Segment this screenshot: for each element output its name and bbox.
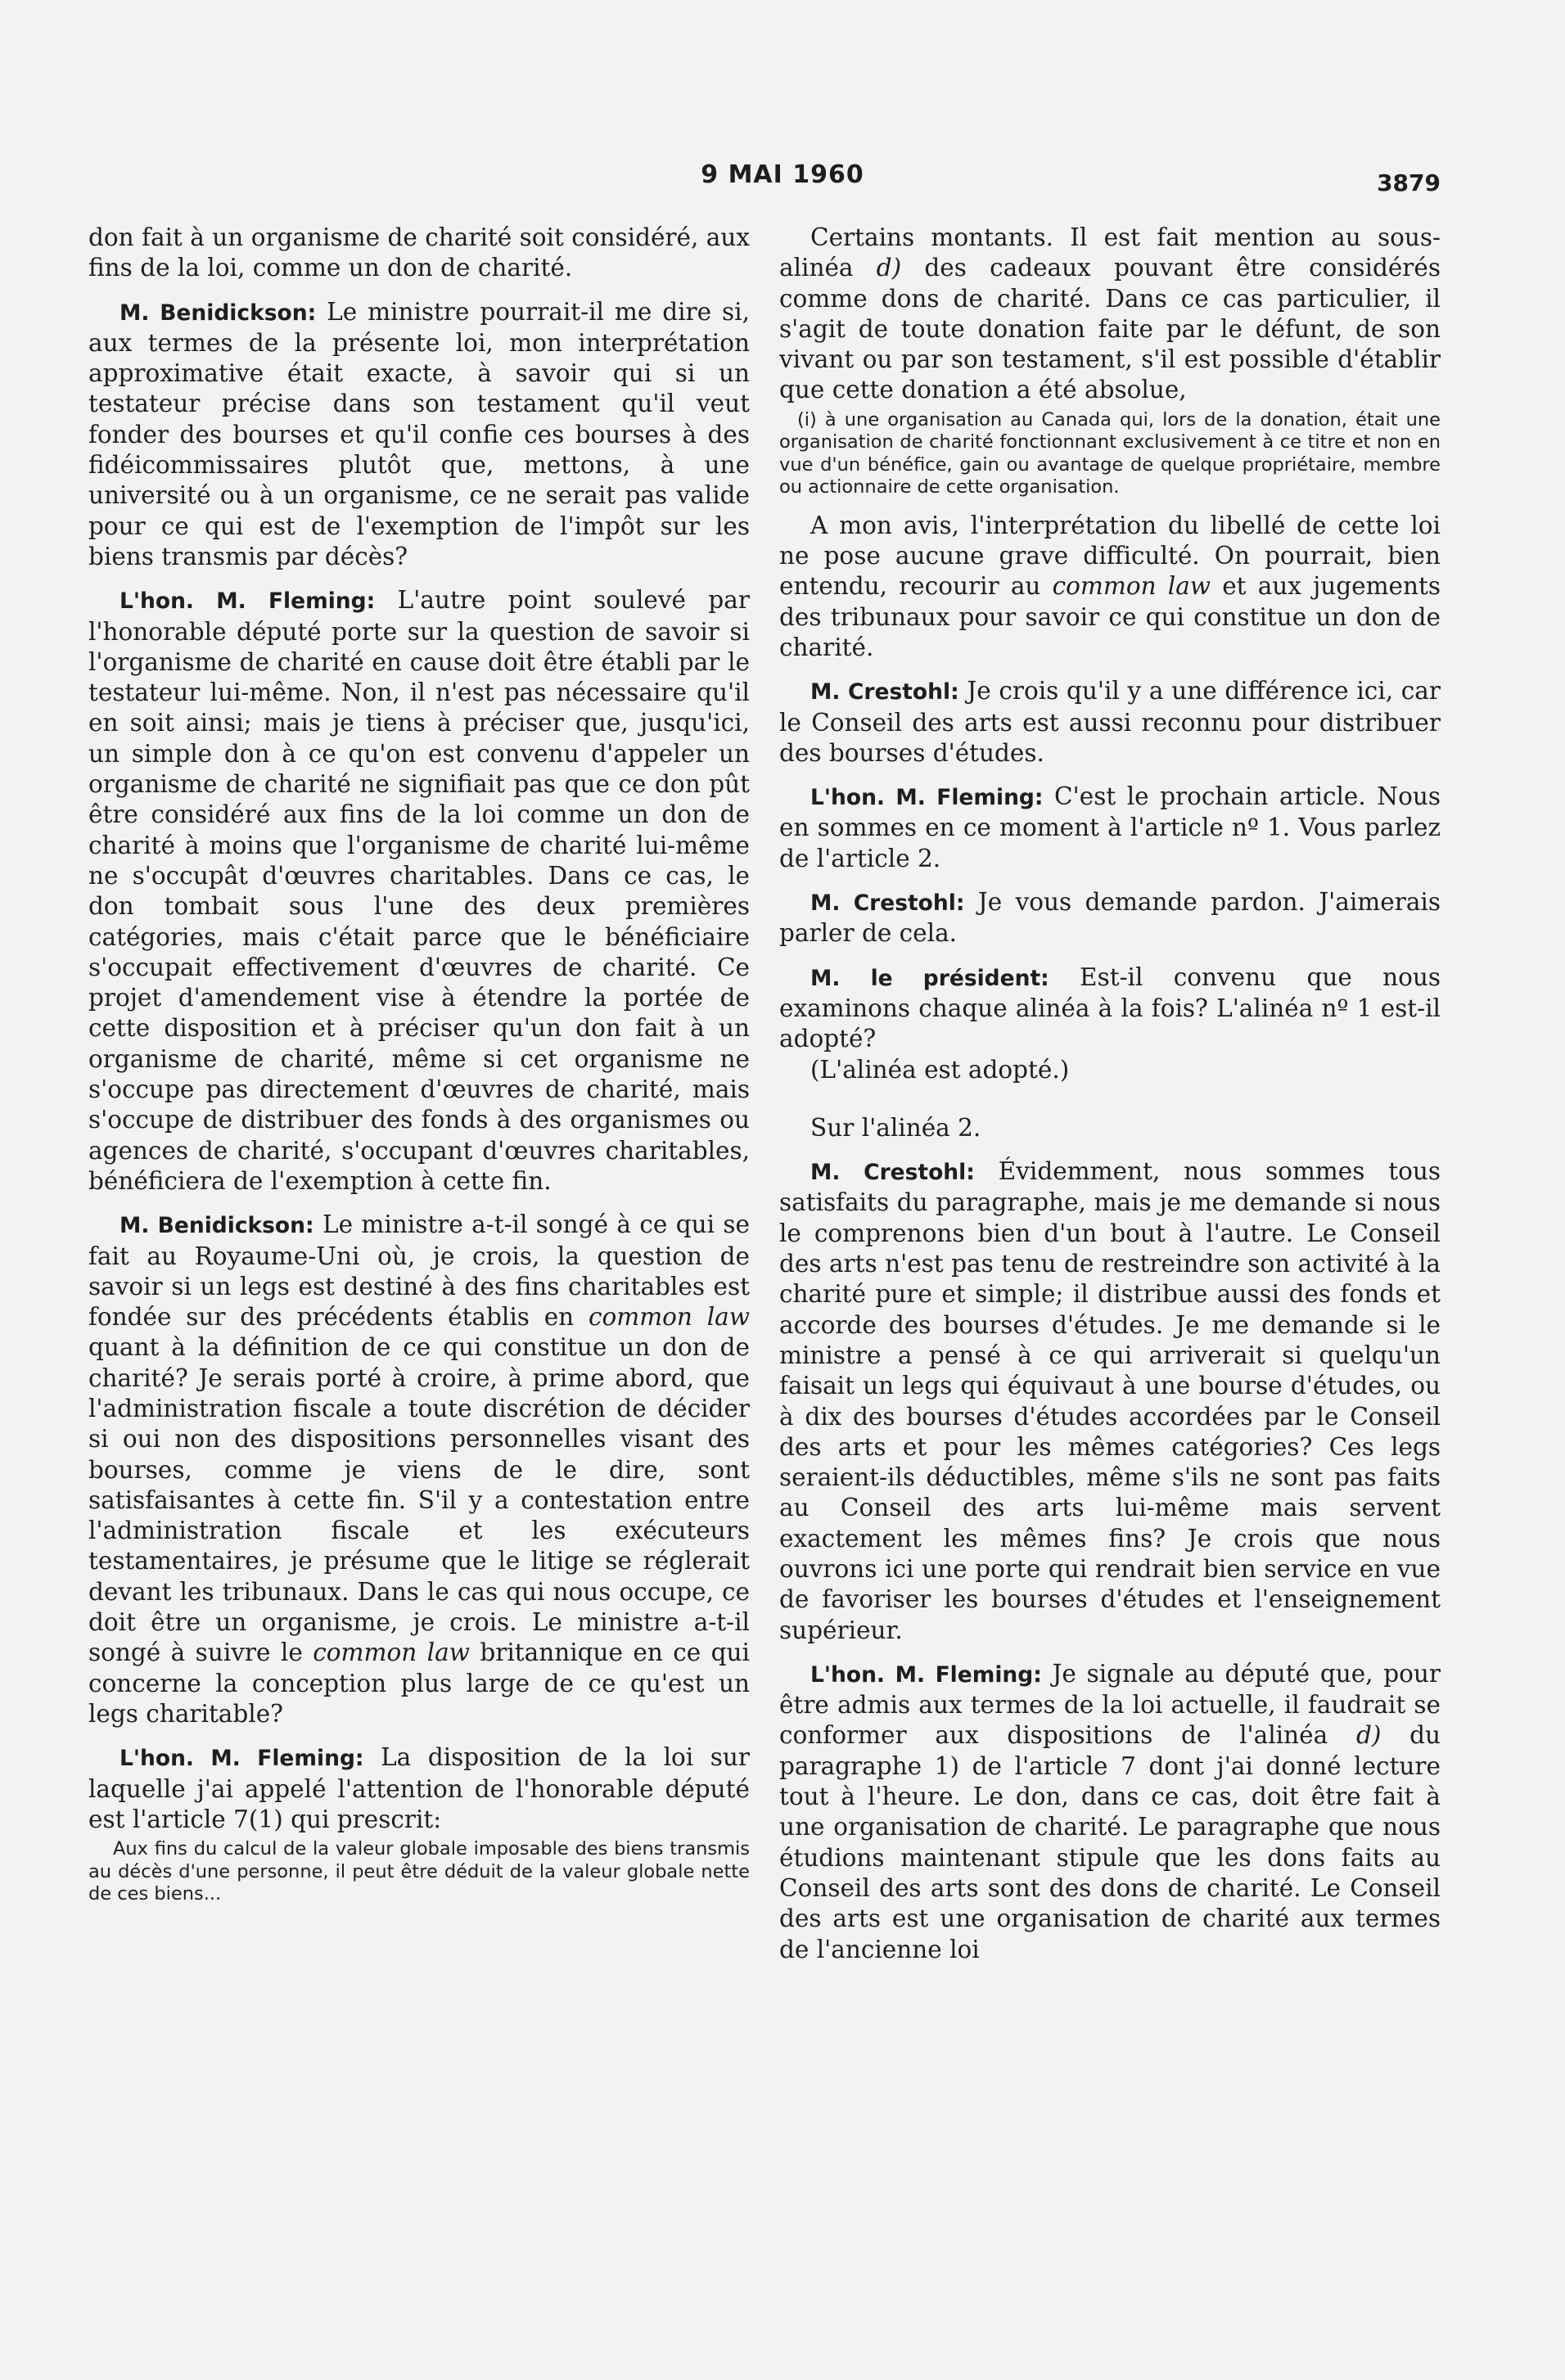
speech-text: L'autre point soulevé par l'honorable député porte sur la question de savoir si l'organisme de charité en cause doit être établi par le testateur lui-même. Non, il n'est pas nécessaire qu'il en soit ainsi; mais je tiens à préciser que, jusqu'ici, un simple don à ce qu'on est convenu d'appeler un organisme de charité ne signifiait pas que ce don pût être considéré aux fins de la loi comme un don de charité à moins que l'organisme de charité lui-même ne s'occupât d'œuvres charitables. Dans ce cas, le don tombait sous l'une des deux premières catégories, mais c'était parce que le bénéficiaire s'occupait effectivement d'œuvres de charité. Ce projet d'amendement vise à étendre la portée de cette disposition et à préciser qu'un don fait à un organisme de charité, même si cet organisme ne s'occupe pas directement d'œuvres de charité, mais s'occupe de distribuer des fonds à des organismes ou agences de charité, s'occupant d'œuvres charitables, bénéficiera de l'exemption à cette fin.: [88, 586, 750, 1195]
paragraph: [779, 887, 1441, 949]
speech-text: Certains montants. Il est fait mention au sous-alinéa: [779, 223, 1441, 282]
speech-text: du paragraphe 1) de l'article 7 dont j'ai donné lecture tout à l'heure. Le don, dans ce cas, doit être fait à une organisation de charité. Le paragraphe que nous étudions maintenant stipule que les dons faits au Conseil des arts sont des dons de charité. Le Conseil des arts est une organisation de charité aux termes de l'ancienne loi: [779, 1721, 1441, 1963]
italic-term: d): [1355, 1721, 1382, 1750]
speaker-name: M. le président:: [810, 965, 1049, 991]
speech-text: Je signale au député que, pour être admis aux termes de la loi actuelle, il faudrait se conformer aux dispositions de l'alinéa: [779, 1659, 1441, 1750]
italic-term: common law: [588, 1303, 750, 1332]
adoption-note: (L'alinéa est adopté.): [810, 1055, 1070, 1084]
section-heading: Sur l'alinéa 2.: [810, 1113, 981, 1142]
speech-text: Le ministre pourrait-il me dire si, aux termes de la présente loi, mon interprétation approximative était exacte, à savoir qui si un testateur précise dans son testament qu'il veut fonder des bourses et qu'il confie ces bourses à des fidéicommissaires plutôt que, mettons, à une université ou à un organisme, ce ne serait pas valide pour ce qui est de l'exemption de l'impôt sur les biens transmis par décès?: [88, 297, 750, 570]
statute-quote: (i) à une organisation au Canada qui, lors de la donation, était une organisation de charité fonctionnant exclusivement à ce titre et non en vue d'un bénéfice, gain ou avantage de quelque propriétaire, membre ou actionnaire de cette organisation.: [779, 408, 1441, 498]
speech-text: et aux jugements des tribunaux pour savoir ce qui constitue un don de charité.: [779, 572, 1441, 661]
paragraph: [88, 297, 750, 573]
italic-term: common law: [1052, 572, 1211, 601]
italic-term: d): [876, 254, 902, 282]
speaker-name: L'hon. M. Fleming:: [120, 588, 376, 615]
speaker-name: M. Benidickson:: [120, 300, 317, 326]
speech-text: La disposition de la loi sur laquelle j'ai appelé l'attention de l'honorable député est l'article 7(1) qui prescrit:: [88, 1743, 750, 1833]
italic-term: common law: [313, 1639, 470, 1667]
paragraph: [779, 676, 1441, 769]
paragraph: [779, 782, 1441, 874]
page-date: 9 MAI 1960: [701, 160, 864, 189]
speech-text: C'est le prochain article. Nous en sommes en ce moment à l'article nº 1. Vous parlez de l'article 2.: [779, 782, 1441, 872]
paragraph: [779, 223, 1441, 406]
speech-text: A mon avis, l'interprétation du libellé de cette loi ne pose aucune grave difficulté. On pourrait, bien entendu, recourir au: [779, 511, 1441, 601]
paragraph: [88, 1210, 750, 1729]
speaker-name: M. Benidickson:: [120, 1213, 314, 1239]
speaker-name: L'hon. M. Fleming:: [120, 1746, 364, 1772]
speech-text: Évidemment, nous sommes tous satisfaits du paragraphe, mais je me demande si nous le comprenons bien d'un bout à l'autre. Le Conseil des arts n'est pas tenu de restreindre son activité à la charité pure et simple; il distribue aussi des fonds et accorde des bourses d'études. Je me demande si le ministre a pensé à ce qui arriverait si quelqu'un faisait un legs qui équivaut à une bourse d'études, ou à dix des bourses d'études accordées par le Conseil des arts et pour les mêmes catégories? Ces legs seraient-ils déductibles, même s'ils ne sont pas faits au Conseil des arts lui-même mais servent exactement les mêmes fins? Je crois que nous ouvrons ici une porte qui rendrait bien service en vue de favoriser les bourses d'études et l'enseignement supérieur.: [779, 1157, 1441, 1644]
paragraph: don fait à un organisme de charité soit considéré, aux fins de la loi, comme un don de charité.: [88, 223, 750, 282]
paragraph: [779, 511, 1441, 663]
speaker-name: L'hon. M. Fleming:: [810, 785, 1044, 811]
speech-text: quant à la définition de ce qui constitue un don de charité? Je serais porté à croire, à prime abord, que l'administration fiscale a toute discrétion de décider si oui non des dispositions personnelles visant des bourses, comme je viens de le dire, sont satisfaisantes à cette fin. S'il y a contestation entre l'administration fiscale et les exécuteurs testamentaires, je présume que le litige se réglerait devant les tribunaux. Dans le cas qui nous occupe, ce doit être un organisme, je crois. Le ministre a-t-il songé à suivre le: [88, 1333, 750, 1667]
speaker-name: M. Crestohl:: [810, 890, 965, 917]
speech-text: Je vous demande pardon. J'aimerais parler de cela.: [779, 888, 1441, 948]
speech-text: Je crois qu'il y a une différence ici, car le Conseil des arts est aussi reconnu pour distribuer des bourses d'études.: [779, 677, 1441, 767]
paragraph: [88, 1742, 750, 1835]
speaker-name: M. Crestohl:: [810, 1160, 975, 1186]
paragraph: [779, 1156, 1441, 1646]
speech-text: des cadeaux pouvant être considérés comme dons de charité. Dans ce cas particulier, il s'agit de toute donation faite par le défunt, de son vivant ou par son testament, s'il est possible d'établir que cette donation a été absolue,: [779, 254, 1441, 404]
speaker-name: L'hon. M. Fleming:: [810, 1661, 1042, 1688]
paragraph: [88, 585, 750, 1197]
left-column: [88, 223, 750, 1918]
statute-quote: Aux fins du calcul de la valeur globale imposable des biens transmis au décès d'une personne, il peut être déduit de la valeur globale nette de ces biens...: [88, 1838, 750, 1905]
speech-text: Le ministre a-t-il songé à ce qui se fait au Royaume-Uni où, je crois, la question de savoir si un legs est destiné à des fins charitables est fondée sur des précédents établis en: [88, 1210, 750, 1332]
paragraph: [779, 1659, 1441, 1965]
speech-text: britannique en ce qui concerne la conception plus large de ce qu'est un legs charitable?: [88, 1639, 750, 1728]
page-number: 3879: [1377, 169, 1441, 196]
speech-text: Est-il convenu que nous examinons chaque alinéa à la fois? L'alinéa nº 1 est-il adopté?: [779, 962, 1441, 1053]
speaker-name: M. Crestohl:: [810, 679, 959, 705]
paragraph: [779, 962, 1441, 1055]
right-column: [779, 223, 1441, 1965]
